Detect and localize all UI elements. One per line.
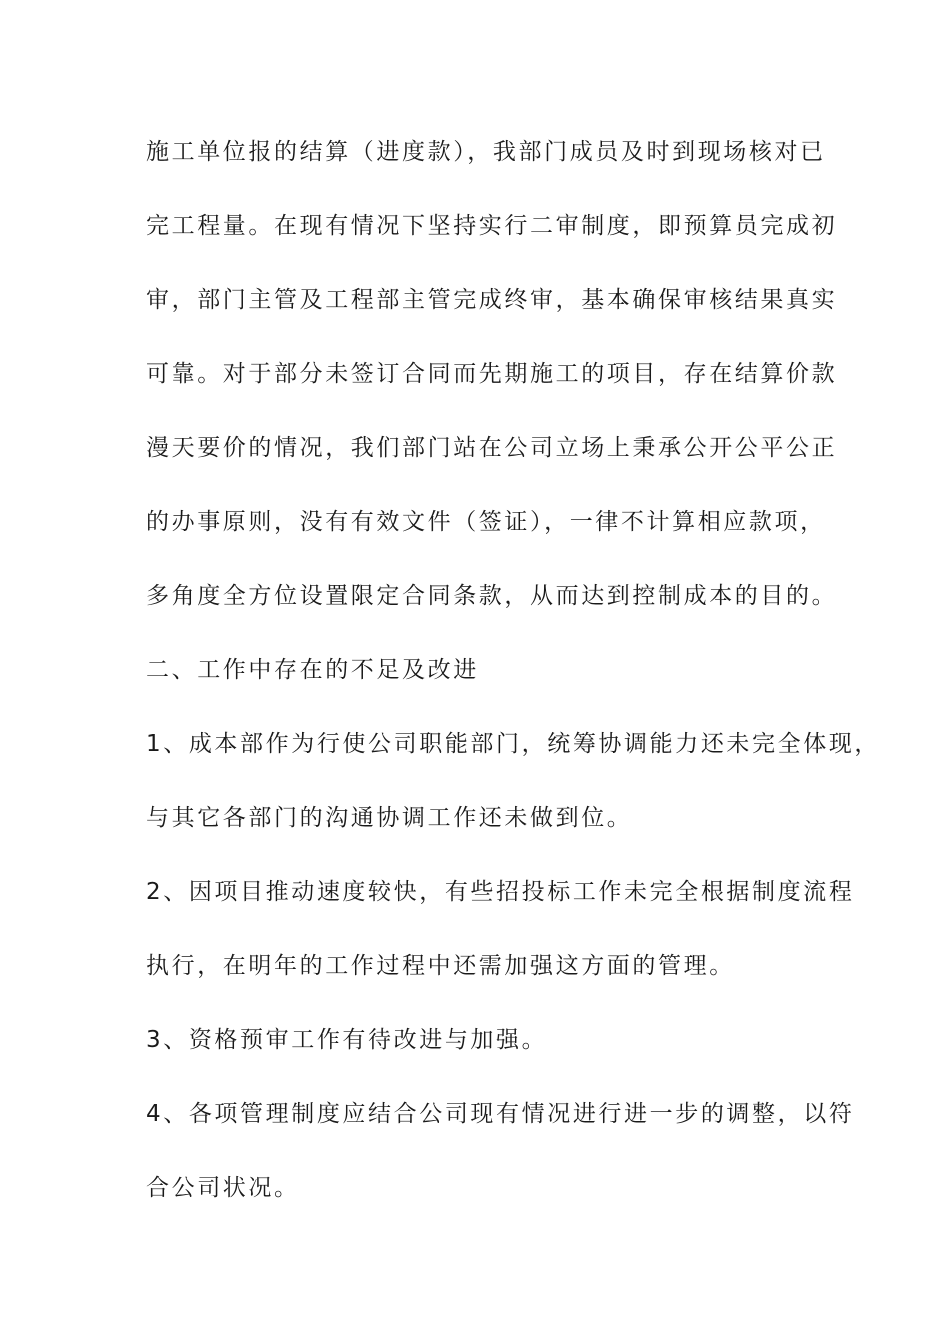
paragraph-line: 审，部门主管及工程部主管完成终审，基本确保审核结果真实 bbox=[146, 287, 838, 313]
paragraph-line: 多角度全方位设置限定合同条款，从而达到控制成本的目的。 bbox=[146, 583, 838, 609]
paragraph-line: 完工程量。在现有情况下坚持实行二审制度，即预算员完成初 bbox=[146, 213, 838, 239]
list-item-1: 1、成本部作为行使公司职能部门，统筹协调能力还未完全体现， bbox=[146, 731, 881, 757]
paragraph-line: 施工单位报的结算（进度款），我部门成员及时到现场核对已 bbox=[146, 139, 826, 165]
list-item-2: 2、因项目推动速度较快，有些招投标工作未完全根据制度流程 bbox=[146, 879, 855, 905]
paragraph-line: 可靠。对于部分未签订合同而先期施工的项目，存在结算价款 bbox=[146, 361, 838, 387]
paragraph-line: 漫天要价的情况，我们部门站在公司立场上秉承公开公平公正 bbox=[146, 435, 838, 461]
list-item-1-continued: 与其它各部门的沟通协调工作还未做到位。 bbox=[146, 805, 633, 831]
list-item-4-continued: 合公司状况。 bbox=[146, 1175, 300, 1201]
list-item-3: 3、资格预审工作有待改进与加强。 bbox=[146, 1027, 548, 1053]
list-item-4: 4、各项管理制度应结合公司现有情况进行进一步的调整，以符 bbox=[146, 1101, 855, 1127]
section-heading: 二、工作中存在的不足及改进 bbox=[146, 657, 479, 683]
list-item-2-continued: 执行，在明年的工作过程中还需加强这方面的管理。 bbox=[146, 953, 735, 979]
paragraph-line: 的办事原则，没有有效文件（签证），一律不计算相应款项， bbox=[146, 509, 826, 535]
